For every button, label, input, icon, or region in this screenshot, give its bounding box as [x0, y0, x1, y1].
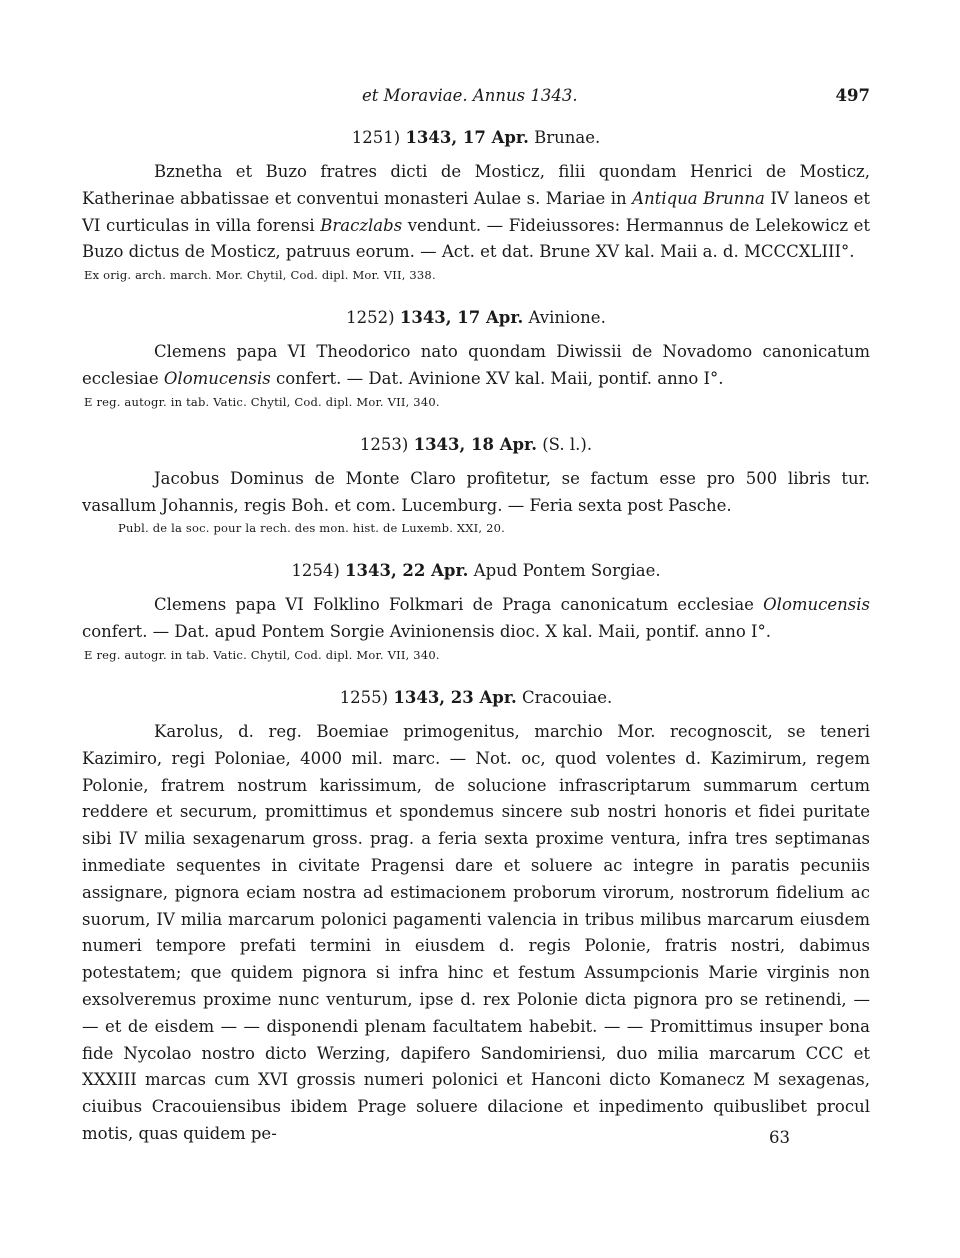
entry-1252	[82, 308, 870, 411]
paragraph: Clemens papa VI Theodorico nato quondam Diwissii de Novadomo canonicatum ecclesiae Olomucensis confert. — Dat. Avinione XV kal. Maii, pontif. anno I°.	[82, 342, 870, 388]
entry-place: Avinione.	[528, 308, 606, 328]
entry-place: Brunae.	[534, 128, 601, 147]
entry-number: 1251)	[351, 128, 401, 147]
page-number: 497	[835, 86, 870, 105]
entry-date: 1343, 17 Apr.	[399, 308, 524, 328]
running-title: et Moraviae. Annus 1343.	[362, 86, 578, 105]
entry-text	[82, 339, 870, 393]
entry-number: 1252)	[346, 308, 395, 328]
entry-number: 1253)	[359, 434, 409, 454]
entry-1253	[82, 435, 870, 538]
signature-mark: 63	[769, 1128, 790, 1147]
running-header	[82, 86, 870, 116]
entry-date: 1343, 17 Apr.	[405, 128, 529, 147]
entry-place: (S. l.).	[542, 434, 593, 454]
entry-1251	[82, 128, 870, 284]
entry-number: 1254)	[291, 561, 340, 581]
entry-heading	[82, 561, 870, 580]
entry-date: 1343, 23 Apr.	[393, 687, 517, 707]
paragraph: Jacobus Dominus de Monte Claro profitetur, se factum esse pro 500 libris tur. vasallum Johannis, regis Boh. et com. Lucemburg. — Feria sexta post Pasche.	[82, 468, 870, 515]
entry-text	[82, 719, 870, 1148]
paragraph: Clemens papa VI Folklino Folkmari de Praga canonicatum ecclesiae Olomucensis confert. — Dat. apud Pontem Sorgie Avinionensis dioc. X kal. Maii, pontif. anno I°.	[82, 595, 870, 642]
entry-number: 1255)	[339, 687, 389, 707]
source-citation: Ex orig. arch. march. Mor. Chytil, Cod. dipl. Mor. VII, 338.	[84, 268, 436, 283]
entry-heading	[82, 688, 870, 707]
entry-place: Apud Pontem Sorgiae.	[473, 561, 661, 581]
entry-heading	[82, 308, 870, 327]
entry-1255	[82, 688, 870, 1148]
entry-text	[82, 466, 870, 520]
entry-date: 1343, 18 Apr.	[413, 434, 537, 454]
source-citation: Publ. de la soc. pour la rech. des mon. hist. de Luxemb. XXI, 20.	[118, 521, 506, 536]
entry-1254	[82, 561, 870, 664]
entry-date: 1343, 22 Apr.	[345, 561, 469, 581]
entry-text	[82, 592, 870, 646]
entry-heading	[82, 128, 870, 147]
source-citation: E reg. autogr. in tab. Vatic. Chytil, Cod. dipl. Mor. VII, 340.	[84, 394, 440, 409]
entry-heading	[82, 435, 870, 454]
source-citation: E reg. autogr. in tab. Vatic. Chytil, Cod. dipl. Mor. VII, 340.	[84, 647, 440, 662]
paragraph: Karolus, d. reg. Boemiae primogenitus, marchio Mor. recognoscit, se teneri Kazimiro, regi Poloniae, 4000 mil. marc. — Not. oc, quod volentes d. Kazimirum, regem Polonie, fratrem nostrum karissimum, de solucione infrascriptarum summarum certum reddere et securum, promittimus et spondemus sincere sub nostri honoris et fidei puritate sibi IV milia sexagenarum gross. prag. a feria sexta proxime ventura, infra tres septimanas inmediate sequentes in civitate Pragensi dare et soluere ac integre in paratis pecuniis assignare, pignora eciam nostra ad estimacionem proborum virorum, nostrorum fidelium ac suorum, IV milia marcarum polonici pagamenti valencia in tribus milibus marcarum eiusdem numeri tempore prefati termini in eiusdem d. regis Polonie, fratris nostri, dabimus potestatem; que quidem pignora si infra hinc et festum Assumpcionis Marie virginis non exsolveremus proxime nunc venturum, ipse d. rex Polonie dicta pignora pro se retinendi, — — et de eisdem — — disponendi plenam facultatem habebit. — — Promittimus insuper bona fide Nycolao nostro dicto Werzing, dapifero Sandomiriensi, duo milia marcarum CCC et XXXIII marcas cum XVI grossis numeri polonici et Hanconi dicto Komanecz M sexagenas, ciuibus Cracouiensibus ibidem Prage soluere dilacione et inpedimento quibuslibet procul motis, quas quidem pe-	[82, 721, 870, 1143]
entry-place: Cracouiae.	[522, 687, 613, 707]
paragraph: Bznetha et Buzo fratres dicti de Mosticz, filii quondam Henrici de Mosticz, Katherinae abbatissae et conventui monasteri Aulae s. Mariae in Antiqua Brunna IV laneos et VI curticulas in villa forensi Braczlabs vendunt. — Fideiussores: Hermannus de Lelekowicz et Buzo dictus de Mosticz, patruus eorum. — Act. et dat. Brune XV kal. Maii a. d. MCCCXLIII°.	[82, 162, 871, 262]
entry-text	[82, 159, 870, 266]
